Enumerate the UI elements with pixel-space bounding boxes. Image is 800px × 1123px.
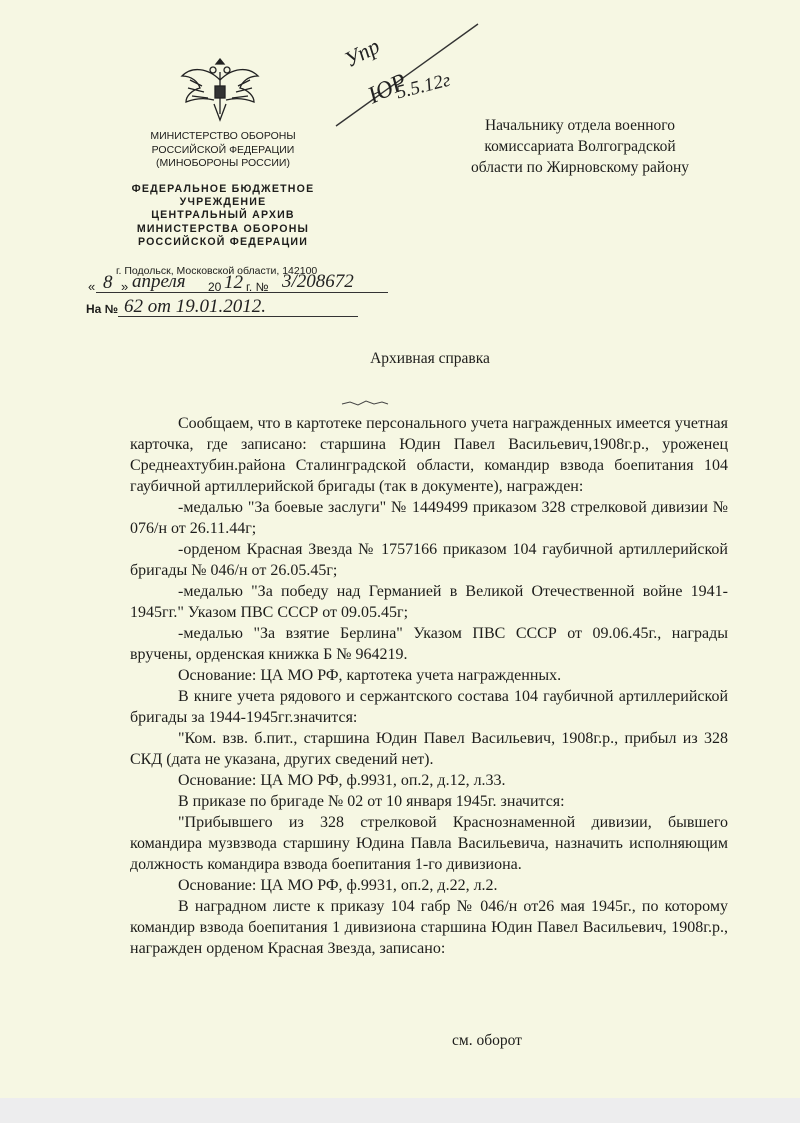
ministry-line: (МИНОБОРОНЫ РОССИИ) bbox=[156, 157, 290, 169]
institution-block bbox=[108, 183, 338, 249]
document-number: 3/208672 bbox=[282, 271, 354, 292]
date-day: 8 bbox=[103, 272, 113, 293]
document-title: Архивная справка bbox=[370, 350, 490, 367]
reference-number: 62 от 19.01.2012. bbox=[124, 296, 266, 317]
reference-underline bbox=[118, 316, 358, 317]
body-paragraph: Основание: ЦА МО РФ, ф.9931, оп.2, д.22, л.2. bbox=[178, 877, 498, 894]
date-close-quote: » bbox=[121, 279, 129, 294]
date-month: апреля bbox=[132, 271, 186, 292]
institution-line: ФЕДЕРАЛЬНОЕ БЮДЖЕТНОЕ bbox=[131, 183, 315, 195]
recipient-line: комиссариата Волгоградской bbox=[484, 138, 676, 155]
body-paragraph: "Прибывшего из 328 стрелковой Краснознаменной дивизии, бывшего командира музвзвода старшину Юдина Павла Васильевича, назначить исполняющим должность командира взвода боепитания 1-го дивизиона. bbox=[130, 814, 728, 873]
number-label: г. № bbox=[246, 280, 269, 294]
recipient-line: области по Жирновскому району bbox=[470, 159, 690, 176]
document-body bbox=[130, 413, 728, 959]
body-paragraph: В наградном листе к приказу 104 габр № 046/н от26 мая 1945г., по которому командир взвода боепитания 1 дивизиона старшина Юдин Павел Васильевич, 1908г.р., награжден орденом Красная Звезда, записано: bbox=[130, 898, 728, 957]
body-paragraph: "Ком. взв. б.пит., старшина Юдин Павел Васильевич, 1908г.р., прибыл из 328 СКД (дата не указана, других сведений нет). bbox=[130, 730, 728, 768]
institution-line: МИНИСТЕРСТВА ОБОРОНЫ bbox=[136, 222, 310, 235]
scan-bottom-margin bbox=[0, 1098, 800, 1123]
see-reverse-note: см. оборот bbox=[452, 1032, 522, 1049]
body-paragraph: В книге учета рядового и сержантского состава 104 гаубичной артиллерийской бригады за 1944-1945гг.значится: bbox=[130, 688, 728, 726]
ministry-line: МИНИСТЕРСТВО ОБОРОНЫ bbox=[150, 130, 296, 142]
body-paragraph: -медалью "За победу над Германией в Великой Отечественной войне 1941-1945гг." Указом ПВС СССР от 09.05.45г; bbox=[130, 583, 728, 621]
annotation-text: ЮР bbox=[364, 68, 411, 110]
reference-label: На № bbox=[86, 302, 119, 316]
body-paragraph: -медалью "За боевые заслуги" № 1449499 приказом 328 стрелковой дивизии № 076/н от 26.11.44г; bbox=[130, 499, 728, 537]
archive-address: г. Подольск, Московской области, 142100 bbox=[116, 265, 318, 277]
date-open-quote: « bbox=[88, 279, 96, 294]
recipient-line: Начальнику отдела военного bbox=[484, 117, 676, 134]
body-paragraph: -орденом Красная Звезда № 1757166 приказом 104 гаубичной артиллерийской бригады № 046/н от 26.05.45г; bbox=[130, 541, 728, 579]
date-year: 12 bbox=[224, 272, 243, 293]
ministry-line: РОССИЙСКОЙ ФЕДЕРАЦИИ bbox=[151, 143, 295, 156]
recipient-block bbox=[430, 115, 730, 178]
institution-line: РОССИЙСКОЙ ФЕДЕРАЦИИ bbox=[137, 235, 309, 248]
date-year-prefix: 20 bbox=[208, 280, 222, 294]
body-paragraph: Сообщаем, что в картотеке персонального учета награжденных имеется учетная карточка, где записано: старшина Юдин Павел Васильевич,1908г.р., уроженец Среднеахтубин.района Сталинградской области, командир взвода боепитания 104 гаубичной артиллерийской бригады (так в документе), награжден: bbox=[130, 415, 728, 495]
ministry-block bbox=[108, 130, 338, 171]
double-headed-eagle-emblem bbox=[178, 58, 262, 122]
annotation-text: Упр bbox=[340, 33, 384, 73]
annotation-date: 5.5.12г bbox=[394, 69, 453, 104]
body-paragraph: -медалью "За взятие Берлина" Указом ПВС СССР от 09.06.45г., награды вручены, орденская книжка Б № 964219. bbox=[130, 625, 728, 663]
institution-line: ЦЕНТРАЛЬНЫЙ АРХИВ bbox=[151, 209, 295, 222]
body-paragraph: Основание: ЦА МО РФ, картотека учета награжденных. bbox=[178, 667, 562, 684]
body-paragraph: В приказе по бригаде № 02 от 10 января 1945г. значится: bbox=[178, 793, 565, 810]
institution-line: УЧРЕЖДЕНИЕ bbox=[179, 196, 267, 209]
ink-mark bbox=[340, 396, 390, 410]
date-underline bbox=[96, 292, 388, 293]
body-paragraph: Основание: ЦА МО РФ, ф.9931, оп.2, д.12, л.33. bbox=[178, 772, 506, 789]
